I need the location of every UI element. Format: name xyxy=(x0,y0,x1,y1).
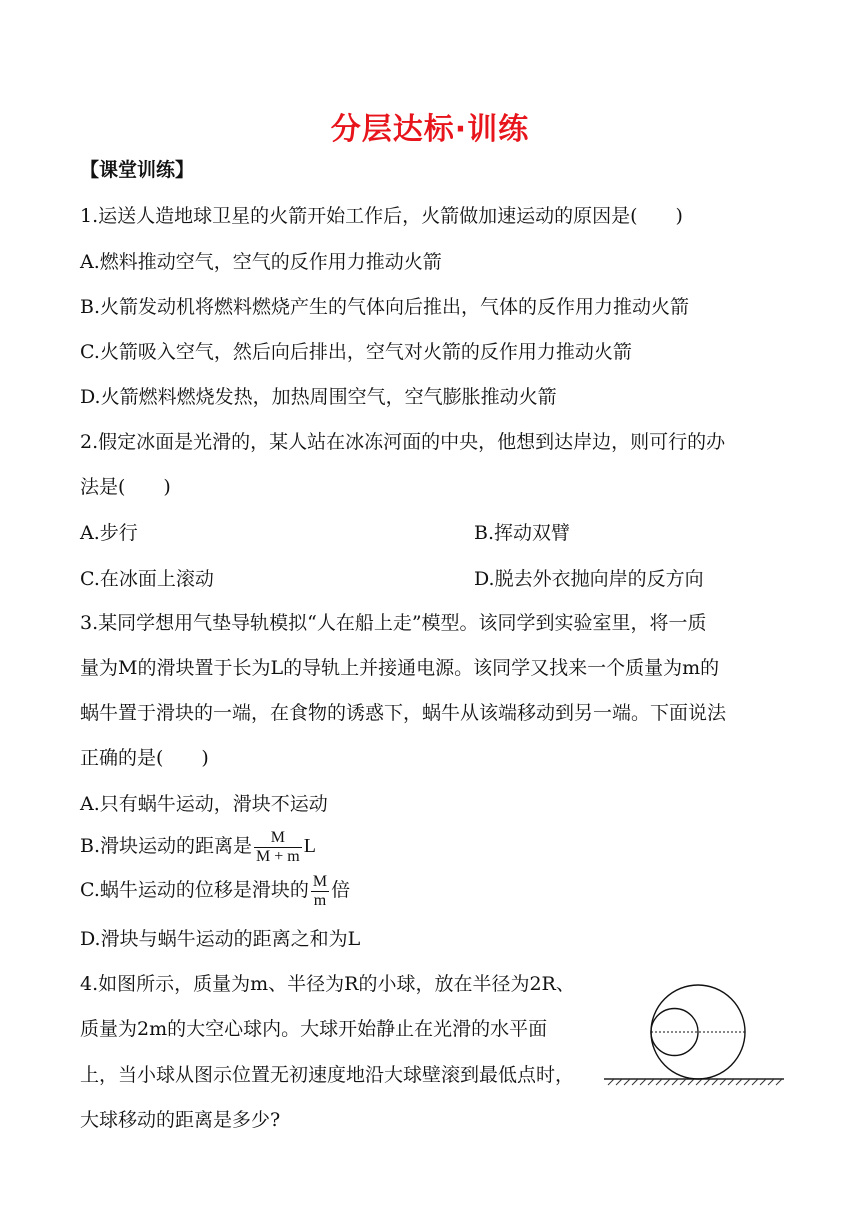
q3-option-b-fraction xyxy=(254,829,302,866)
q3-stem-line2: 量为M的滑块置于长为L的导轨上并接通电源。该同学又找来一个质量为m的 xyxy=(80,657,720,679)
q3-option-c-text: C.蜗牛运动的位移是滑块的 xyxy=(80,879,309,901)
q1-option-c: C.火箭吸入空气，然后向后排出，空气对火箭的反作用力推动火箭 xyxy=(80,341,632,363)
q3-option-a: A.只有蜗牛运动，滑块不运动 xyxy=(80,793,328,815)
q3-option-b-denominator: M + m xyxy=(256,847,300,865)
q1-option-d: D.火箭燃料燃烧发热，加热周围空气，空气膨胀推动火箭 xyxy=(80,386,557,408)
q4-stem-line2: 质量为2m的大空心球内。大球开始静止在光滑的水平面 xyxy=(80,1018,548,1040)
small-ball xyxy=(651,1009,698,1056)
q1-option-b: B.火箭发动机将燃料燃烧产生的气体向后推出，气体的反作用力推动火箭 xyxy=(80,296,690,318)
q3-stem-line4: 正确的是( ) xyxy=(80,747,209,769)
q3-option-c-numerator: M xyxy=(312,872,328,890)
q3-option-c-tail: 倍 xyxy=(331,879,351,901)
page-title: 分层达标·训练 xyxy=(330,112,530,147)
q3-option-c xyxy=(80,870,350,910)
q3-stem-line1: 3.某同学想用气垫导轨模拟“人在船上走”模型。该同学到实验室里，将一质 xyxy=(80,612,707,634)
q3-option-c-fraction xyxy=(311,873,329,910)
q3-option-b-text: B.滑块运动的距离是 xyxy=(80,835,253,857)
sphere-figure xyxy=(600,978,790,1098)
q2-stem-line1: 2.假定冰面是光滑的，某人站在冰冻河面的中央，他想到达岸边，则可行的办 xyxy=(80,431,726,453)
q2-option-c: C.在冰面上滚动 xyxy=(80,568,214,590)
q2-option-a: A.步行 xyxy=(80,522,138,544)
q3-option-b-tail: L xyxy=(303,835,316,857)
section-heading: 【课堂训练】 xyxy=(80,159,195,181)
q4-stem-line4: 大球移动的距离是多少? xyxy=(80,1109,281,1131)
q2-option-b: B.挥动双臂 xyxy=(474,522,571,544)
q3-option-d: D.滑块与蜗牛运动的距离之和为L xyxy=(80,928,361,950)
q4-stem-line3: 上，当小球从图示位置无初速度地沿大球壁滚到最低点时， xyxy=(80,1064,575,1086)
q4-stem-line1: 4.如图所示，质量为m、半径为R的小球，放在半径为2R、 xyxy=(80,973,575,995)
q2-option-d: D.脱去外衣抛向岸的反方向 xyxy=(474,568,704,590)
q1-option-a: A.燃料推动空气，空气的反作用力推动火箭 xyxy=(80,251,442,273)
q1-stem: 1.运送人造地球卫星的火箭开始工作后，火箭做加速运动的原因是( ) xyxy=(80,205,683,227)
q3-option-b xyxy=(80,826,316,866)
ground-hatching xyxy=(604,1079,784,1085)
q3-stem-line3: 蜗牛置于滑块的一端，在食物的诱惑下，蜗牛从该端移动到另一端。下面说法 xyxy=(80,702,727,724)
q3-option-b-numerator: M xyxy=(254,829,302,848)
q2-stem-line2: 法是( ) xyxy=(80,476,171,498)
q3-option-c-denominator: m xyxy=(313,891,327,909)
